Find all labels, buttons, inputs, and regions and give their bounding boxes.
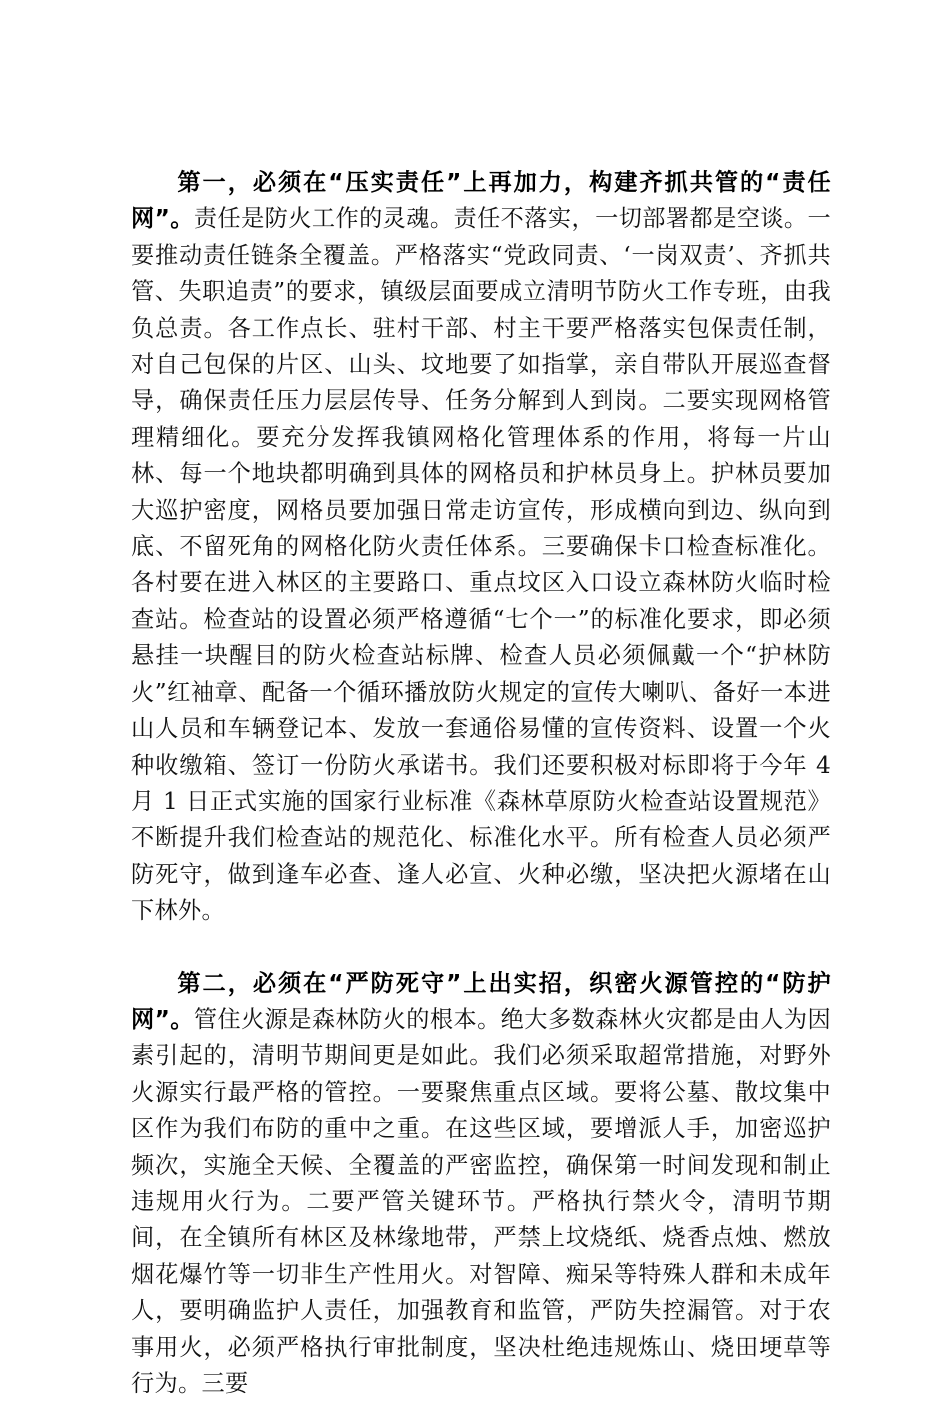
section-2-body: 管住火源是森林防火的根本。绝大多数森林火灾都是由人为因素引起的，清明节期间更是如此。我们必须采取超常措施，对野外火源实行最严格的管控。一要聚焦重点区域。要将公墓、散坟集中区作为我们布防的重中之重。在这些区域，要增派人手，加密巡护频次，实施全天候、全覆盖的严密监控，确保第一时间发现和制止违规用火行为。二要严管关键环节。严格执行禁火令，清明节期间，在全镇所有林区及林缘地带，严禁上坟烧纸、烧香点烛、燃放烟花爆竹等一切非生产性用火。对智障、痴呆等特殊人群和未成年人，要明确监护人责任，加强教育和监管，严防失控漏管。对于农事用火，必须严格执行审批制度，坚决杜绝违规炼山、烧田埂草等行为。三要 bbox=[131, 1005, 831, 1397]
paragraph-section-2 bbox=[131, 966, 831, 1402]
section-1-body: 责任是防火工作的灵魂。责任不落实，一切部署都是空谈。一要推动责任链条全覆盖。严格落实“党政同责、‘一岗双责’、齐抓共管、失职追责”的要求，镇级层面要成立清明节防火工作专班，由我负总责。各工作点长、驻村干部、村主干要严格落实包保责任制，对自己包保的片区、山头、坟地要了如指掌，亲自带队开展巡查督导，确保责任压力层层传导、任务分解到人到岗。二要实现网格管理精细化。要充分发挥我镇网格化管理体系的作用，将每一片山林、每一个地块都明确到具体的网格员和护林员身上。护林员要加大巡护密度，网格员要加强日常走访宣传，形成横向到边、纵向到底、不留死角的网格化防火责任体系。三要确保卡口检查标准化。各村要在进入林区的主要路口、重点坟区入口设立森林防火临时检查站。检查站的设置必须严格遵循“七个一”的标准化要求，即必须悬挂一块醒目的防火检查站标牌、检查人员必须佩戴一个“护林防火”红袖章、配备一个循环播放防火规定的宣传大喇叭、备好一本进山人员和车辆登记本、发放一套通俗易懂的宣传资料、设置一个火种收缴箱、签订一份防火承诺书。我们还要积极对标即将于今年 4 月 1 日正式实施的国家行业标准《森林草原防火检查站设置规范》不断提升我们检查站的规范化、标准化水平。所有检查人员必须严防死守，做到逢车必查、逢人必宣、火种必缴，坚决把火源堵在山下林外。 bbox=[131, 205, 831, 925]
section-2-heading: 第二，必须在“严防死守”上出实招，织密火源管控的“防护网”。 bbox=[131, 969, 831, 1033]
document-body bbox=[131, 165, 831, 1402]
section-1-heading: 第一，必须在“压实责任”上再加力，构建齐抓共管的“责任网”。 bbox=[131, 169, 831, 233]
paragraph-section-1 bbox=[131, 165, 831, 930]
